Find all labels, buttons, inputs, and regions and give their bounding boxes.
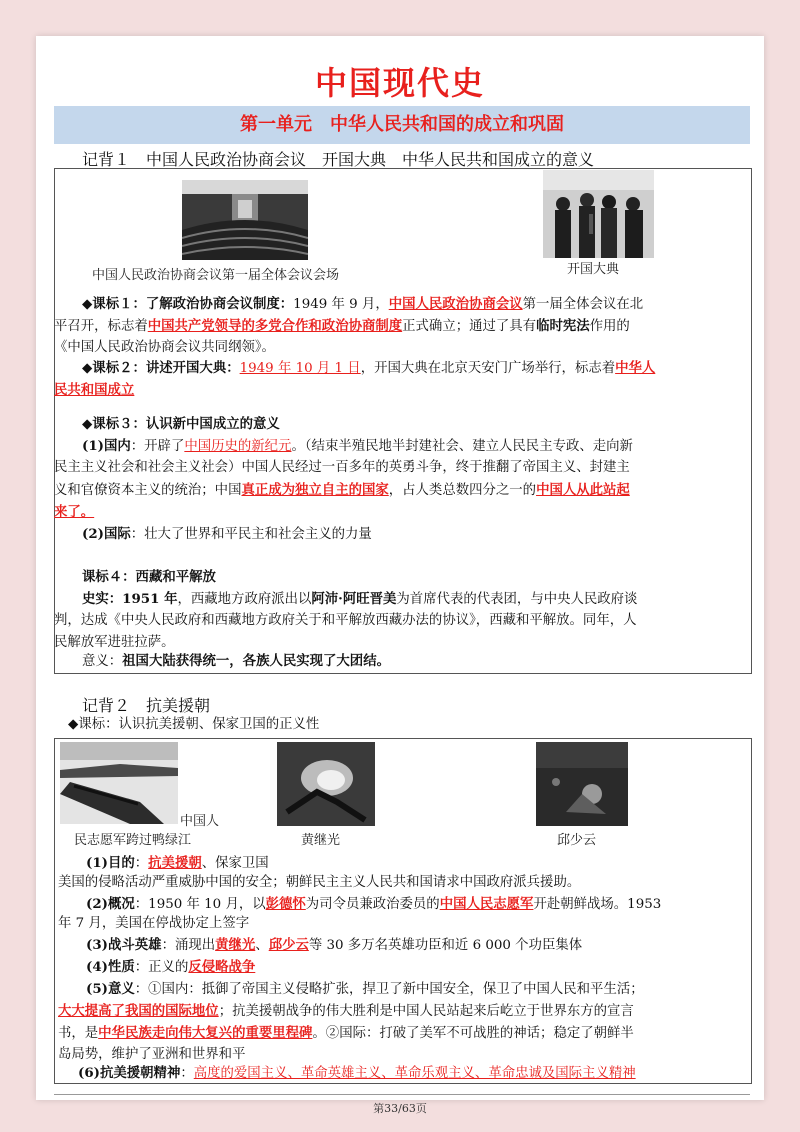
ceremony-photo-caption: 开国大典	[567, 262, 620, 277]
volunteer-army-photo	[60, 742, 178, 824]
purpose-line-2: 美国的侵略活动严重威胁中国的安全；朝鲜民主主义人民共和国请求中国政府派兵援助。	[58, 875, 581, 890]
page-number: 第33/63页	[373, 1102, 427, 1115]
standard-1-line-1: ◆课标１：了解政治协商会议制度：1949 年 9 月，中国人民政治协商会议第一届全体会议在北	[82, 296, 644, 312]
memo2-standard: ◆课标：认识抗美援朝、保家卫国的正义性	[68, 717, 320, 732]
standard-3-line-1: (1)国内：开辟了中国历史的新纪元。（结束半殖民地半封建社会、建立人民民主专政、走向新	[82, 438, 633, 454]
nature-line: (4)性质：正义的反侵略战争	[86, 959, 256, 975]
heroes-line: (3)战斗英雄：涌现出黄继光、邱少云等 30 多万名英雄功臣和近 6 000 个功臣集体	[86, 937, 583, 953]
memo2-heading: 记背２ 抗美援朝	[82, 696, 211, 715]
page-title: 中国现代史	[314, 64, 485, 102]
standard-2-line-2: 民共和国成立	[54, 382, 135, 398]
founding-ceremony-photo	[543, 170, 654, 258]
significance-line-2: 大大提高了我国的国际地位；抗美援朝战争的伟大胜利是中国人民站起来后屹立于世界东方的宣言	[58, 1003, 634, 1019]
significance-line-4: 岛局势，维护了亚洲和世界和平	[58, 1047, 246, 1062]
standard-3-line-4: 来了。	[54, 504, 95, 520]
cppcc-photo-caption: 中国人民政治协商会议第一届全体会议会场	[92, 268, 340, 283]
cppcc-session-photo	[182, 180, 308, 260]
standard-4-heading: 课标４：西藏和平解放	[82, 569, 216, 585]
standard-3-line-3: 义和官僚资本主义的统治；中国真正成为独立自主的国家，占人类总数四分之一的中国人从此站起	[54, 482, 630, 498]
standard-3-line-5: (2)国际：壮大了世界和平民主和社会主义的力量	[82, 526, 372, 542]
overview-line-2: 年 7 月，美国在停战协定上签字	[58, 916, 250, 931]
standard-4-line-2: 判，达成《中央人民政府和西藏地方政府关于和平解放西藏办法的协议》，西藏和平解放。同年，人	[54, 613, 637, 628]
standard-4-line-3: 民解放军进驻拉萨。	[54, 635, 175, 650]
standard-3-heading: ◆课标３：认识新中国成立的意义	[82, 416, 280, 432]
spirit-line: (6)抗美援朝精神：高度的爱国主义、革命英雄主义、革命乐观主义、革命忠诚及国际主义精神	[78, 1065, 636, 1081]
standard-3-line-2: 民主主义社会和社会主义社会）中国人民经过一百多年的英勇斗争，终于推翻了帝国主义、封建主	[54, 460, 630, 475]
significance-line-1: (5)意义：①国内：抵御了帝国主义侵略扩张，捍卫了新中国安全，保卫了中国人民和平生活；	[86, 981, 644, 997]
overview-line: (2)概况：1950 年 10 月，以彭德怀为司令员兼政治委员的中国人民志愿军开赴朝鲜战场。1953	[86, 896, 662, 912]
purpose-line: (1)目的：抗美援朝、保家卫国	[86, 855, 269, 871]
footer-divider	[54, 1094, 750, 1095]
huang-jiguang-photo	[277, 742, 375, 826]
standard-1-line-2: 平召开，标志着中国共产党领导的多党合作和政治协商制度正式确立；通过了具有临时宪法作用的	[54, 318, 630, 334]
volunteer-photo-caption-a: 中国人	[180, 814, 220, 829]
unit-heading: 第一单元 中华人民共和国的成立和巩固	[54, 106, 750, 144]
standard-4-line-1: 史实：1951 年，西藏地方政府派出以阿沛·阿旺晋美为首席代表的代表团，与中央人民政府谈	[82, 591, 638, 607]
standard-4-line-4: 意义：祖国大陆获得统一，各族人民实现了大团结。	[82, 653, 390, 669]
qiu-shaoyun-caption: 邱少云	[557, 833, 597, 848]
volunteer-photo-caption-b: 民志愿军跨过鸭绿江	[74, 833, 192, 848]
standard-1-line-3: 《中国人民政治协商会议共同纲领》。	[54, 340, 275, 355]
qiu-shaoyun-photo	[536, 742, 628, 826]
standard-2-line-1: ◆课标２：讲述开国大典：1949 年 10 月 1 日，开国大典在北京天安门广场举行，标志着中华人	[82, 360, 656, 376]
memo1-heading: 记背１ 中国人民政治协商会议 开国大典 中华人民共和国成立的意义	[82, 150, 595, 169]
significance-line-3: 书，是中华民族走向伟大复兴的重要里程碑。②国际：打破了美军不可战胜的神话；稳定了朝鲜半	[58, 1025, 634, 1041]
huang-jiguang-caption: 黄继光	[301, 833, 341, 848]
